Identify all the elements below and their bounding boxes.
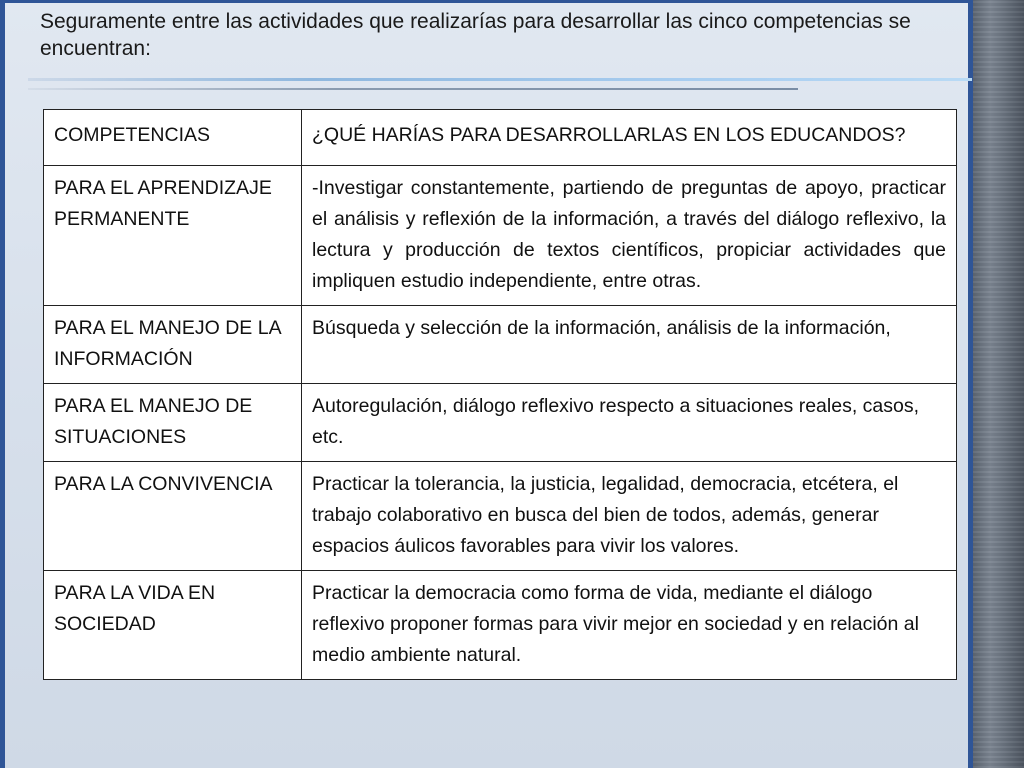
actividades-cell: Búsqueda y selección de la información, análisis de la información, bbox=[302, 306, 957, 384]
table-row bbox=[44, 462, 957, 571]
actividades-cell: Practicar la democracia como forma de vida, mediante el diálogo reflexivo proponer formas para vivir mejor en sociedad y en relación al medio ambiente natural. bbox=[302, 571, 957, 680]
table-header-row bbox=[44, 110, 957, 166]
decorative-side-panel bbox=[972, 0, 1024, 768]
table-row bbox=[44, 306, 957, 384]
actividades-cell: -Investigar constantemente, partiendo de preguntas de apoyo, practicar el análisis y reflexión de la información, a través del diálogo reflexivo, la lectura y producción de textos científicos, propiciar actividades que impliquen estudio independiente, entre otras. bbox=[302, 166, 957, 306]
competencia-cell: PARA LA CONVIVENCIA bbox=[44, 462, 302, 571]
heading-divider bbox=[28, 78, 972, 81]
table-row bbox=[44, 166, 957, 306]
header-actividades: ¿QUÉ HARÍAS PARA DESARROLLARLAS EN LOS EDUCANDOS? bbox=[302, 110, 957, 166]
side-panel-stripe bbox=[968, 0, 973, 768]
slide-heading: Seguramente entre las actividades que realizarías para desarrollar las cinco competencias se encuentran: bbox=[40, 10, 911, 60]
competencia-cell: PARA EL MANEJO DE SITUACIONES bbox=[44, 384, 302, 462]
table-row bbox=[44, 571, 957, 680]
competencia-cell: PARA EL APRENDIZAJE PERMANENTE bbox=[44, 166, 302, 306]
actividades-cell: Practicar la tolerancia, la justicia, legalidad, democracia, etcétera, el trabajo colaborativo en busca del bien de todos, además, generar espacios áulicos favorables para vivir los valores. bbox=[302, 462, 957, 571]
competencias-table bbox=[43, 109, 957, 680]
slide-top-border bbox=[0, 0, 972, 3]
competencia-cell: PARA LA VIDA EN SOCIEDAD bbox=[44, 571, 302, 680]
actividades-cell: Autoregulación, diálogo reflexivo respecto a situaciones reales, casos, etc. bbox=[302, 384, 957, 462]
slide-left-border bbox=[0, 0, 5, 768]
table-row bbox=[44, 384, 957, 462]
heading-divider-secondary bbox=[28, 88, 798, 90]
competencia-cell: PARA EL MANEJO DE LA INFORMACIÓN bbox=[44, 306, 302, 384]
header-competencias: COMPETENCIAS bbox=[44, 110, 302, 166]
